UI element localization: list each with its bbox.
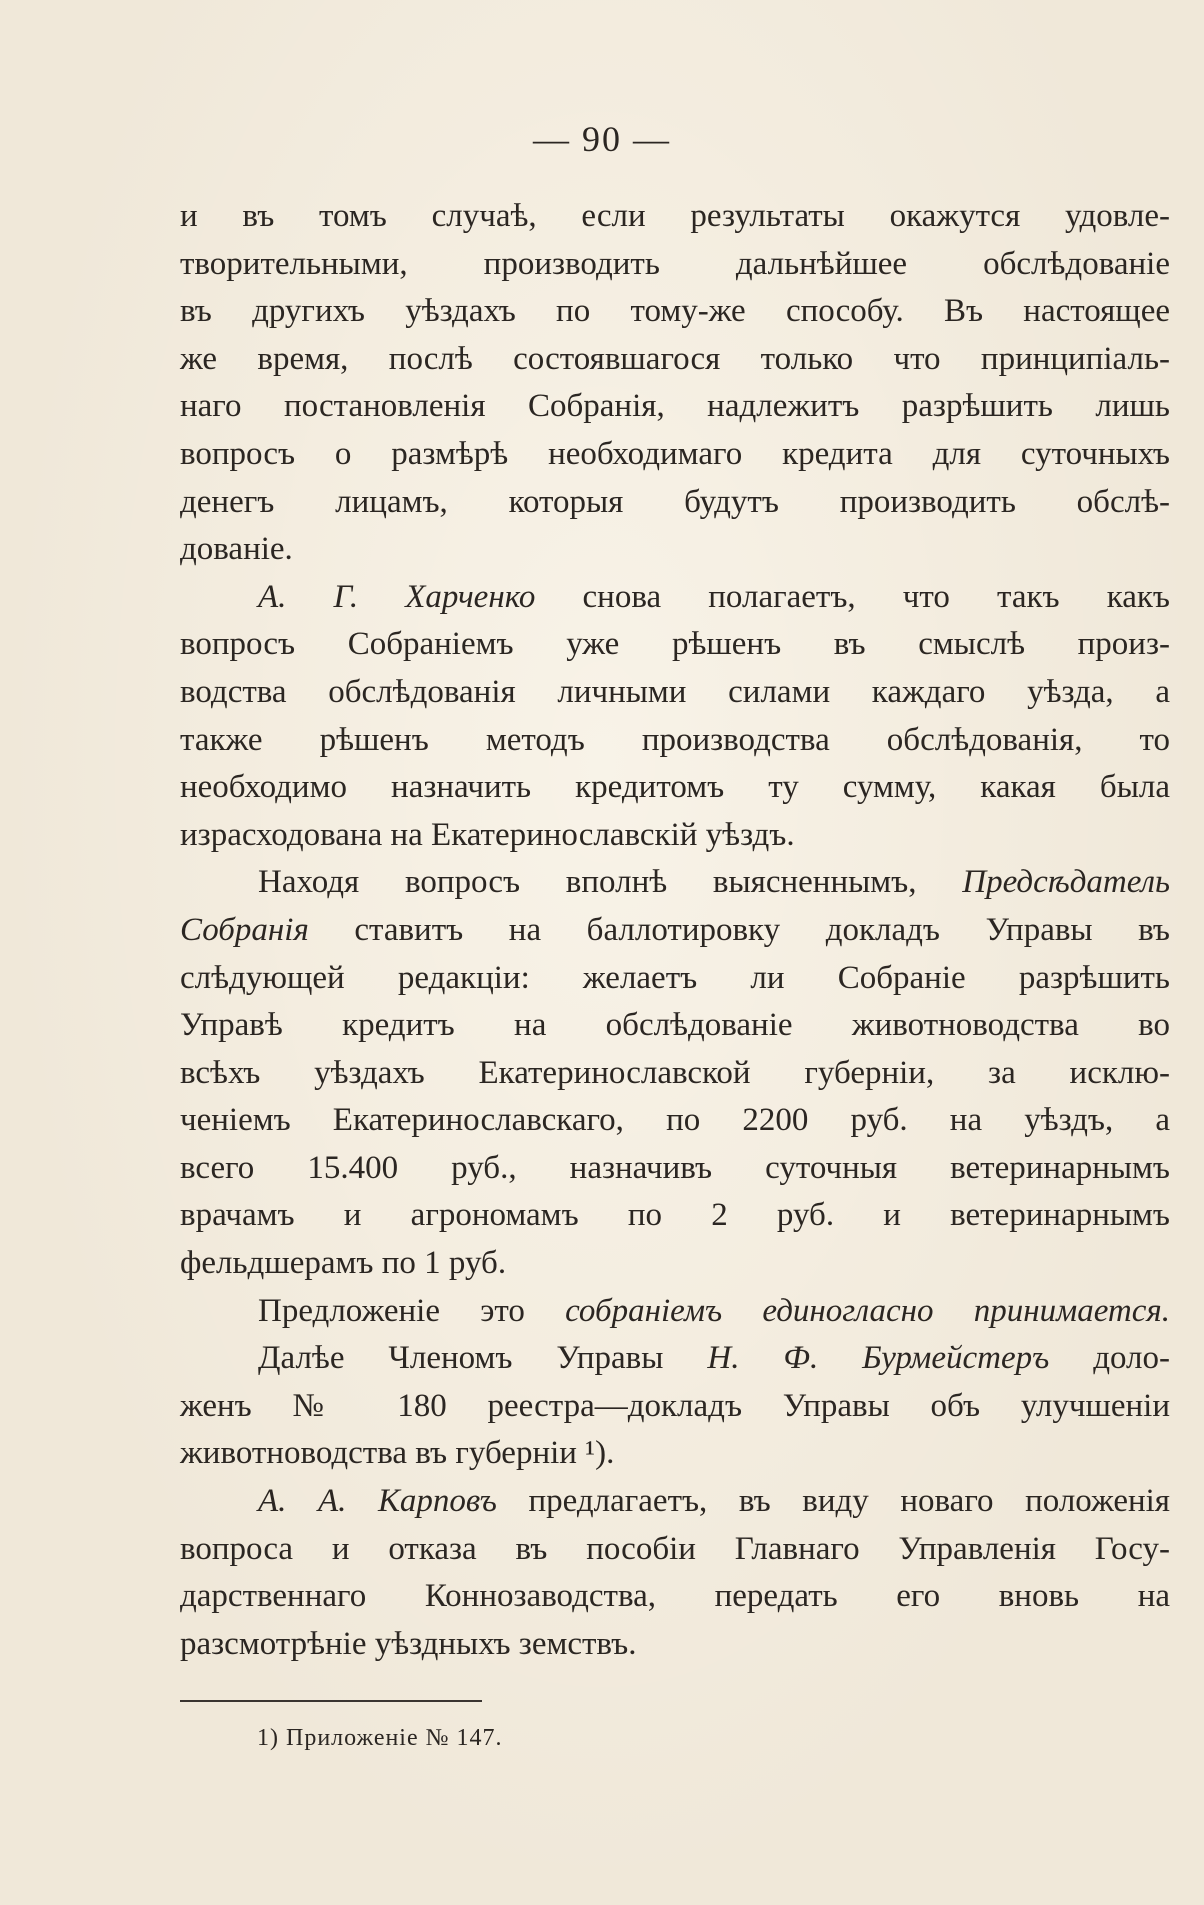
line-text: въ другихъ уѣздахъ по тому-же способу. Въ настоящее bbox=[180, 293, 1170, 330]
line-text: Управѣ кредитъ на обслѣдованіе животноводства во bbox=[180, 1007, 1170, 1044]
text-line bbox=[180, 1430, 1170, 1478]
line-text: водства обслѣдованія личными силами каждаго уѣзда, а bbox=[180, 673, 1170, 710]
text-line bbox=[180, 193, 1170, 241]
text-line bbox=[180, 1002, 1170, 1050]
text-line bbox=[180, 383, 1170, 431]
line-text: дованіе. bbox=[180, 531, 293, 568]
text-line bbox=[180, 1288, 1170, 1336]
resolution-text: собраніемъ единогласно принимается. bbox=[565, 1292, 1170, 1329]
speaker-name: А. Г. Харченко bbox=[258, 578, 536, 615]
footnote: 1) Приложеніе № 147. bbox=[257, 1725, 503, 1751]
line-text: наго постановленія Собранія, надлежитъ разрѣшить лишь bbox=[180, 388, 1170, 425]
chairman-title: Предсѣдатель bbox=[962, 864, 1170, 901]
text-line bbox=[180, 1478, 1170, 1526]
text-line bbox=[180, 1192, 1170, 1240]
text-line bbox=[180, 1050, 1170, 1098]
text-line bbox=[180, 1383, 1170, 1431]
body-text bbox=[180, 193, 1170, 1668]
text-line bbox=[180, 431, 1170, 479]
line-text: дарственнаго Коннозаводства, передать его вновь на bbox=[180, 1578, 1170, 1615]
text-line bbox=[180, 1335, 1170, 1383]
line-text: израсходована на Екатеринославскій уѣздъ. bbox=[180, 816, 795, 853]
line-text: творительными, производить дальнѣйшее обслѣдованіе bbox=[180, 245, 1170, 282]
line-text: ставитъ на баллотировку докладъ Управы въ bbox=[308, 911, 1170, 948]
text-line bbox=[180, 241, 1170, 289]
line-text: Предложеніе это bbox=[258, 1292, 566, 1329]
line-text: разсмотрѣніе уѣздныхъ земствъ. bbox=[180, 1625, 637, 1662]
line-text: животноводства въ губерніи ¹). bbox=[180, 1435, 615, 1472]
line-text: врачамъ и агрономамъ по 2 руб. и ветеринарнымъ bbox=[180, 1197, 1170, 1234]
text-line bbox=[180, 288, 1170, 336]
assembly-title: Собранія bbox=[180, 911, 309, 948]
text-line bbox=[180, 859, 1170, 907]
line-text: доло- bbox=[1049, 1340, 1171, 1377]
text-line bbox=[180, 1526, 1170, 1574]
line-text: вопросъ Собраніемъ уже рѣшенъ въ смыслѣ произ- bbox=[180, 626, 1170, 663]
line-text: необходимо назначить кредитомъ ту сумму, какая была bbox=[180, 769, 1170, 806]
text-line bbox=[180, 526, 1170, 574]
line-text: предлагаетъ, въ виду новаго положенія bbox=[496, 1483, 1170, 1520]
line-text: всѣхъ уѣздахъ Екатеринославской губерніи, за исклю- bbox=[180, 1054, 1170, 1091]
line-text: всего 15.400 руб., назначивъ суточныя ветеринарнымъ bbox=[180, 1149, 1170, 1186]
line-text: снова полагаетъ, что такъ какъ bbox=[535, 578, 1170, 615]
text-line bbox=[180, 1145, 1170, 1193]
speaker-name: Н. Ф. Бурмейстеръ bbox=[707, 1340, 1050, 1377]
text-line bbox=[180, 336, 1170, 384]
text-line bbox=[180, 479, 1170, 527]
footnote-divider bbox=[180, 1700, 482, 1702]
text-line bbox=[180, 764, 1170, 812]
line-text: вопроса и отказа въ пособіи Главнаго Управленія Госу- bbox=[180, 1530, 1170, 1567]
text-line bbox=[180, 574, 1170, 622]
text-line bbox=[180, 1573, 1170, 1621]
text-line bbox=[180, 1621, 1170, 1669]
line-text: также рѣшенъ методъ производства обслѣдованія, то bbox=[180, 721, 1170, 758]
text-line bbox=[180, 669, 1170, 717]
line-text: ченіемъ Екатеринославскаго, по 2200 руб. на уѣздъ, а bbox=[180, 1102, 1170, 1139]
line-text: денегъ лицамъ, которыя будутъ производить обслѣ- bbox=[180, 483, 1170, 520]
text-line bbox=[180, 621, 1170, 669]
text-line bbox=[180, 1097, 1170, 1145]
text-line bbox=[180, 1240, 1170, 1288]
text-line bbox=[180, 812, 1170, 860]
line-text: Находя вопросъ вполнѣ выясненнымъ, bbox=[258, 864, 963, 901]
line-text: фельдшерамъ по 1 руб. bbox=[180, 1245, 507, 1282]
line-text: и въ томъ случаѣ, если результаты окажутся удовле- bbox=[180, 198, 1170, 234]
text-line bbox=[180, 717, 1170, 765]
line-text: же время, послѣ состоявшагося только что принципіаль- bbox=[180, 340, 1170, 377]
speaker-name: А. А. Карповъ bbox=[258, 1483, 497, 1520]
text-line bbox=[180, 907, 1170, 955]
line-text: Далѣе Членомъ Управы bbox=[258, 1340, 708, 1377]
page-number: — 90 — bbox=[533, 119, 671, 159]
line-text: женъ № 180 реестра—докладъ Управы объ улучшеніи bbox=[180, 1387, 1170, 1424]
line-text: слѣдующей редакціи: желаетъ ли Собраніе разрѣшить bbox=[180, 959, 1170, 996]
text-line bbox=[180, 955, 1170, 1003]
line-text: вопросъ о размѣрѣ необходимаго кредита для суточныхъ bbox=[180, 435, 1170, 472]
